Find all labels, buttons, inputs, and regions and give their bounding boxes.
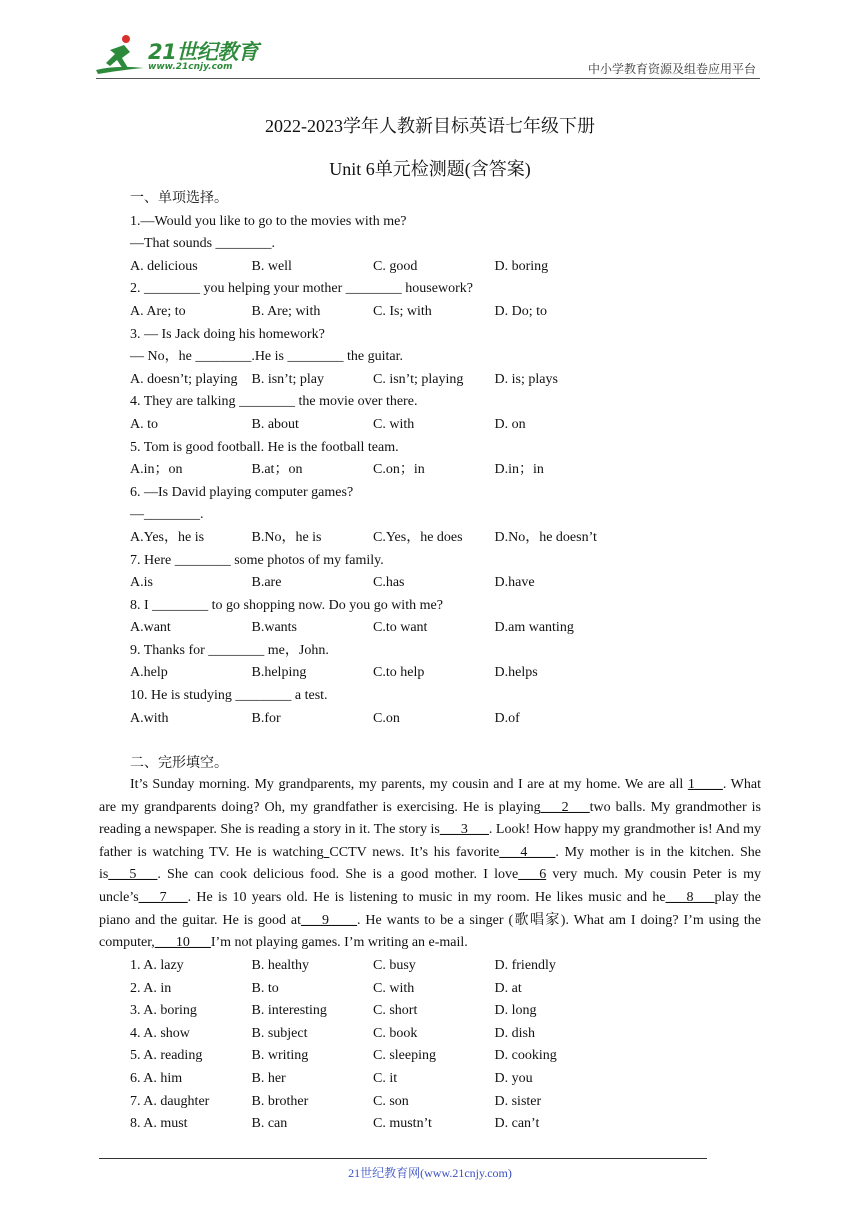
option: 6. A. him	[130, 1070, 183, 1086]
option: C.to want	[373, 620, 428, 636]
option: 4. A. show	[130, 1025, 190, 1041]
blank: ___2___	[540, 799, 590, 815]
option: C.to help	[373, 665, 425, 681]
option: C. sleeping	[373, 1048, 436, 1064]
option: B. Are; with	[251, 303, 321, 319]
option: A. delicious	[130, 258, 198, 274]
footer-divider	[99, 1158, 707, 1159]
option: B. subject	[251, 1025, 308, 1041]
option: A.Yes，he is	[130, 529, 205, 545]
passage-text: It’s Sunday morning. My grandparents, my parents, my cousin and I are at my home. We are all	[130, 777, 688, 792]
question-stem: 10. He is studying ________ a test.	[130, 688, 328, 704]
cloze-option-row	[130, 955, 770, 978]
runner-logo-icon	[96, 32, 148, 76]
option: B. interesting	[251, 1003, 327, 1019]
blank: ___3___	[439, 822, 489, 838]
option: 5. A. reading	[130, 1048, 203, 1064]
option: D.in；in	[494, 462, 544, 478]
option: B.at；on	[251, 462, 303, 478]
question-stem: 4. They are talking ________ the movie over there.	[130, 394, 418, 410]
option: C.on	[373, 710, 400, 726]
passage-text: . He wants to be a singer (歌唱家). What am I doing? I’m using the computer,	[99, 912, 761, 951]
page-header	[96, 30, 760, 78]
section1-heading: 一、单项选择。	[130, 191, 228, 206]
question-stem: 9. Thanks for ________ me，John.	[130, 642, 329, 658]
section2-heading: 二、完形填空。	[130, 755, 228, 771]
option: D. is; plays	[494, 371, 558, 387]
option: 2. A. in	[130, 980, 172, 996]
header-divider	[96, 78, 760, 79]
option: D.helps	[494, 665, 538, 681]
question-list	[130, 211, 770, 731]
option: C.Yes，he does	[373, 529, 463, 545]
cloze-option-row	[130, 978, 770, 1001]
blank: ___9____	[301, 912, 358, 928]
option: A. Are; to	[130, 303, 186, 319]
question-stem: — No，he ________.He is ________ the guitar.	[130, 349, 403, 365]
question-options	[130, 369, 770, 392]
option: B.No，he is	[251, 529, 322, 545]
option: C. Is; with	[373, 303, 432, 319]
option: B. well	[251, 258, 292, 274]
blank: ___5___	[108, 867, 158, 883]
question-stem: 8. I ________ to go shopping now. Do you go with me?	[130, 597, 443, 613]
question-options	[130, 256, 770, 279]
option: D.No，he doesn’t	[494, 529, 597, 545]
question-options	[130, 662, 770, 685]
option: D. dish	[494, 1025, 535, 1041]
doc-title: 2022-2023学年人教新目标英语七年级下册	[265, 116, 595, 136]
option: B. can	[251, 1116, 288, 1132]
question-options	[130, 527, 770, 550]
option: C. with	[373, 416, 415, 432]
question-stem: —________.	[130, 507, 204, 523]
question-options	[130, 617, 770, 640]
question-stem: —That sounds ________.	[130, 236, 276, 252]
logo-text: 21世纪教育	[148, 40, 259, 64]
spacer	[130, 730, 770, 753]
blank: 1____	[687, 777, 723, 792]
option: B. brother	[251, 1093, 309, 1109]
option: B.for	[251, 710, 281, 726]
blank: ___6	[518, 867, 547, 883]
question-options	[130, 459, 770, 482]
question-stem: 1.—Would you like to go to the movies with me?	[130, 213, 407, 229]
option: C. mustn’t	[373, 1116, 432, 1132]
option: D. at	[494, 980, 522, 996]
option: D. you	[494, 1070, 533, 1086]
option: D. on	[494, 416, 526, 432]
logo-url: www.21cnjy.com	[148, 62, 233, 72]
cloze-option-row	[130, 1068, 770, 1091]
cloze-options	[130, 955, 770, 1136]
question-options	[130, 414, 770, 437]
question-stem: 3. — Is Jack doing his homework?	[130, 326, 325, 342]
question-stem: 2. ________ you helping your mother ________ housework?	[130, 281, 473, 297]
passage-text: two balls. My grandmother is reading a newspaper. She is reading a story in it. The story is	[99, 799, 761, 838]
option: D. sister	[494, 1093, 542, 1109]
option: C. book	[373, 1025, 418, 1041]
section-single-choice	[130, 188, 770, 775]
question-options	[130, 572, 770, 595]
cloze-option-row	[130, 1000, 770, 1023]
option: A.help	[130, 665, 168, 681]
option: C.on；in	[373, 462, 425, 478]
option: B. about	[251, 416, 299, 432]
passage-paragraph	[99, 774, 761, 955]
option: 1. A. lazy	[130, 958, 184, 973]
option: B. healthy	[251, 958, 310, 973]
cloze-option-row	[130, 1113, 770, 1136]
passage-text: play the piano and the guitar. He is good at	[99, 889, 761, 928]
passage-text: I’m not playing games. I’m writing an e-mail.	[210, 935, 468, 951]
option: D.have	[494, 575, 535, 591]
option: C. good	[373, 258, 418, 274]
question-options	[130, 708, 770, 731]
option: 8. A. must	[130, 1116, 188, 1132]
question-stem: 6. —Is David playing computer games?	[130, 484, 354, 500]
option: C. isn’t; playing	[373, 371, 464, 387]
option: B.wants	[251, 620, 297, 636]
footer-text: 21世纪教育网(www.21cnjy.com)	[348, 1166, 512, 1180]
question-stem: 7. Here ________ some photos of my family.	[130, 552, 384, 568]
passage-text: . Look! How happy my grandmother is! And my father is watching TV. He is watching	[99, 822, 761, 860]
option: D.am wanting	[494, 620, 574, 636]
question-stem: 5. Tom is good football. He is the football team.	[130, 439, 399, 455]
option: A.is	[130, 575, 153, 591]
option: 3. A. boring	[130, 1003, 197, 1019]
option: A. doesn’t; playing	[130, 371, 238, 387]
option: B.are	[251, 575, 282, 591]
option: A.in；on	[130, 462, 183, 478]
option: C. son	[373, 1093, 409, 1109]
cloze-option-row	[130, 1023, 770, 1046]
blank: ___8___	[665, 889, 715, 905]
option: C. it	[373, 1070, 398, 1086]
cloze-option-row	[130, 1045, 770, 1068]
passage-text: very much. My cousin Peter is my uncle’s	[99, 867, 761, 905]
option: D. friendly	[494, 958, 556, 973]
option: C.has	[373, 575, 405, 591]
passage-text: . What are my grandparents doing? Oh, my grandfather is exercising. He is playing	[99, 777, 761, 815]
option: B. writing	[251, 1048, 309, 1064]
option: B. her	[251, 1070, 286, 1086]
option: B. to	[251, 980, 279, 996]
option: D. boring	[494, 258, 549, 274]
option: D. long	[494, 1003, 537, 1019]
option: A.with	[130, 710, 169, 726]
logo	[96, 32, 266, 76]
option: 7. A. daughter	[130, 1093, 210, 1109]
passage-text: CCTV news. It’s his favorite	[329, 844, 500, 860]
passage-text: . She can cook delicious food. She is a good mother. I love	[157, 867, 519, 883]
option: D. cooking	[494, 1048, 557, 1064]
option: B. isn’t; play	[251, 371, 324, 387]
option: A. to	[130, 416, 158, 432]
option: D.of	[494, 710, 520, 726]
cloze-passage	[99, 774, 761, 955]
option: A.want	[130, 620, 171, 636]
option: C. busy	[373, 958, 416, 973]
option: D. can’t	[494, 1116, 540, 1132]
option: D. Do; to	[494, 303, 547, 319]
blank: ___4____	[499, 844, 556, 860]
option: C. short	[373, 1003, 418, 1019]
header-platform-text: 中小学教育资源及组卷应用平台	[587, 62, 756, 76]
passage-text: . My mother is in the kitchen. She is	[99, 844, 761, 883]
doc-subtitle: Unit 6单元检测题(含答案)	[329, 159, 531, 179]
option: B.helping	[251, 665, 307, 681]
question-options	[130, 301, 770, 324]
cloze-option-row	[130, 1091, 770, 1114]
option: C. with	[373, 980, 415, 996]
passage-text: . He is 10 years old. He is listening to music in my room. He likes music and he	[187, 889, 666, 905]
blank: ___7___	[138, 889, 188, 905]
blank: ___10___	[154, 935, 211, 951]
